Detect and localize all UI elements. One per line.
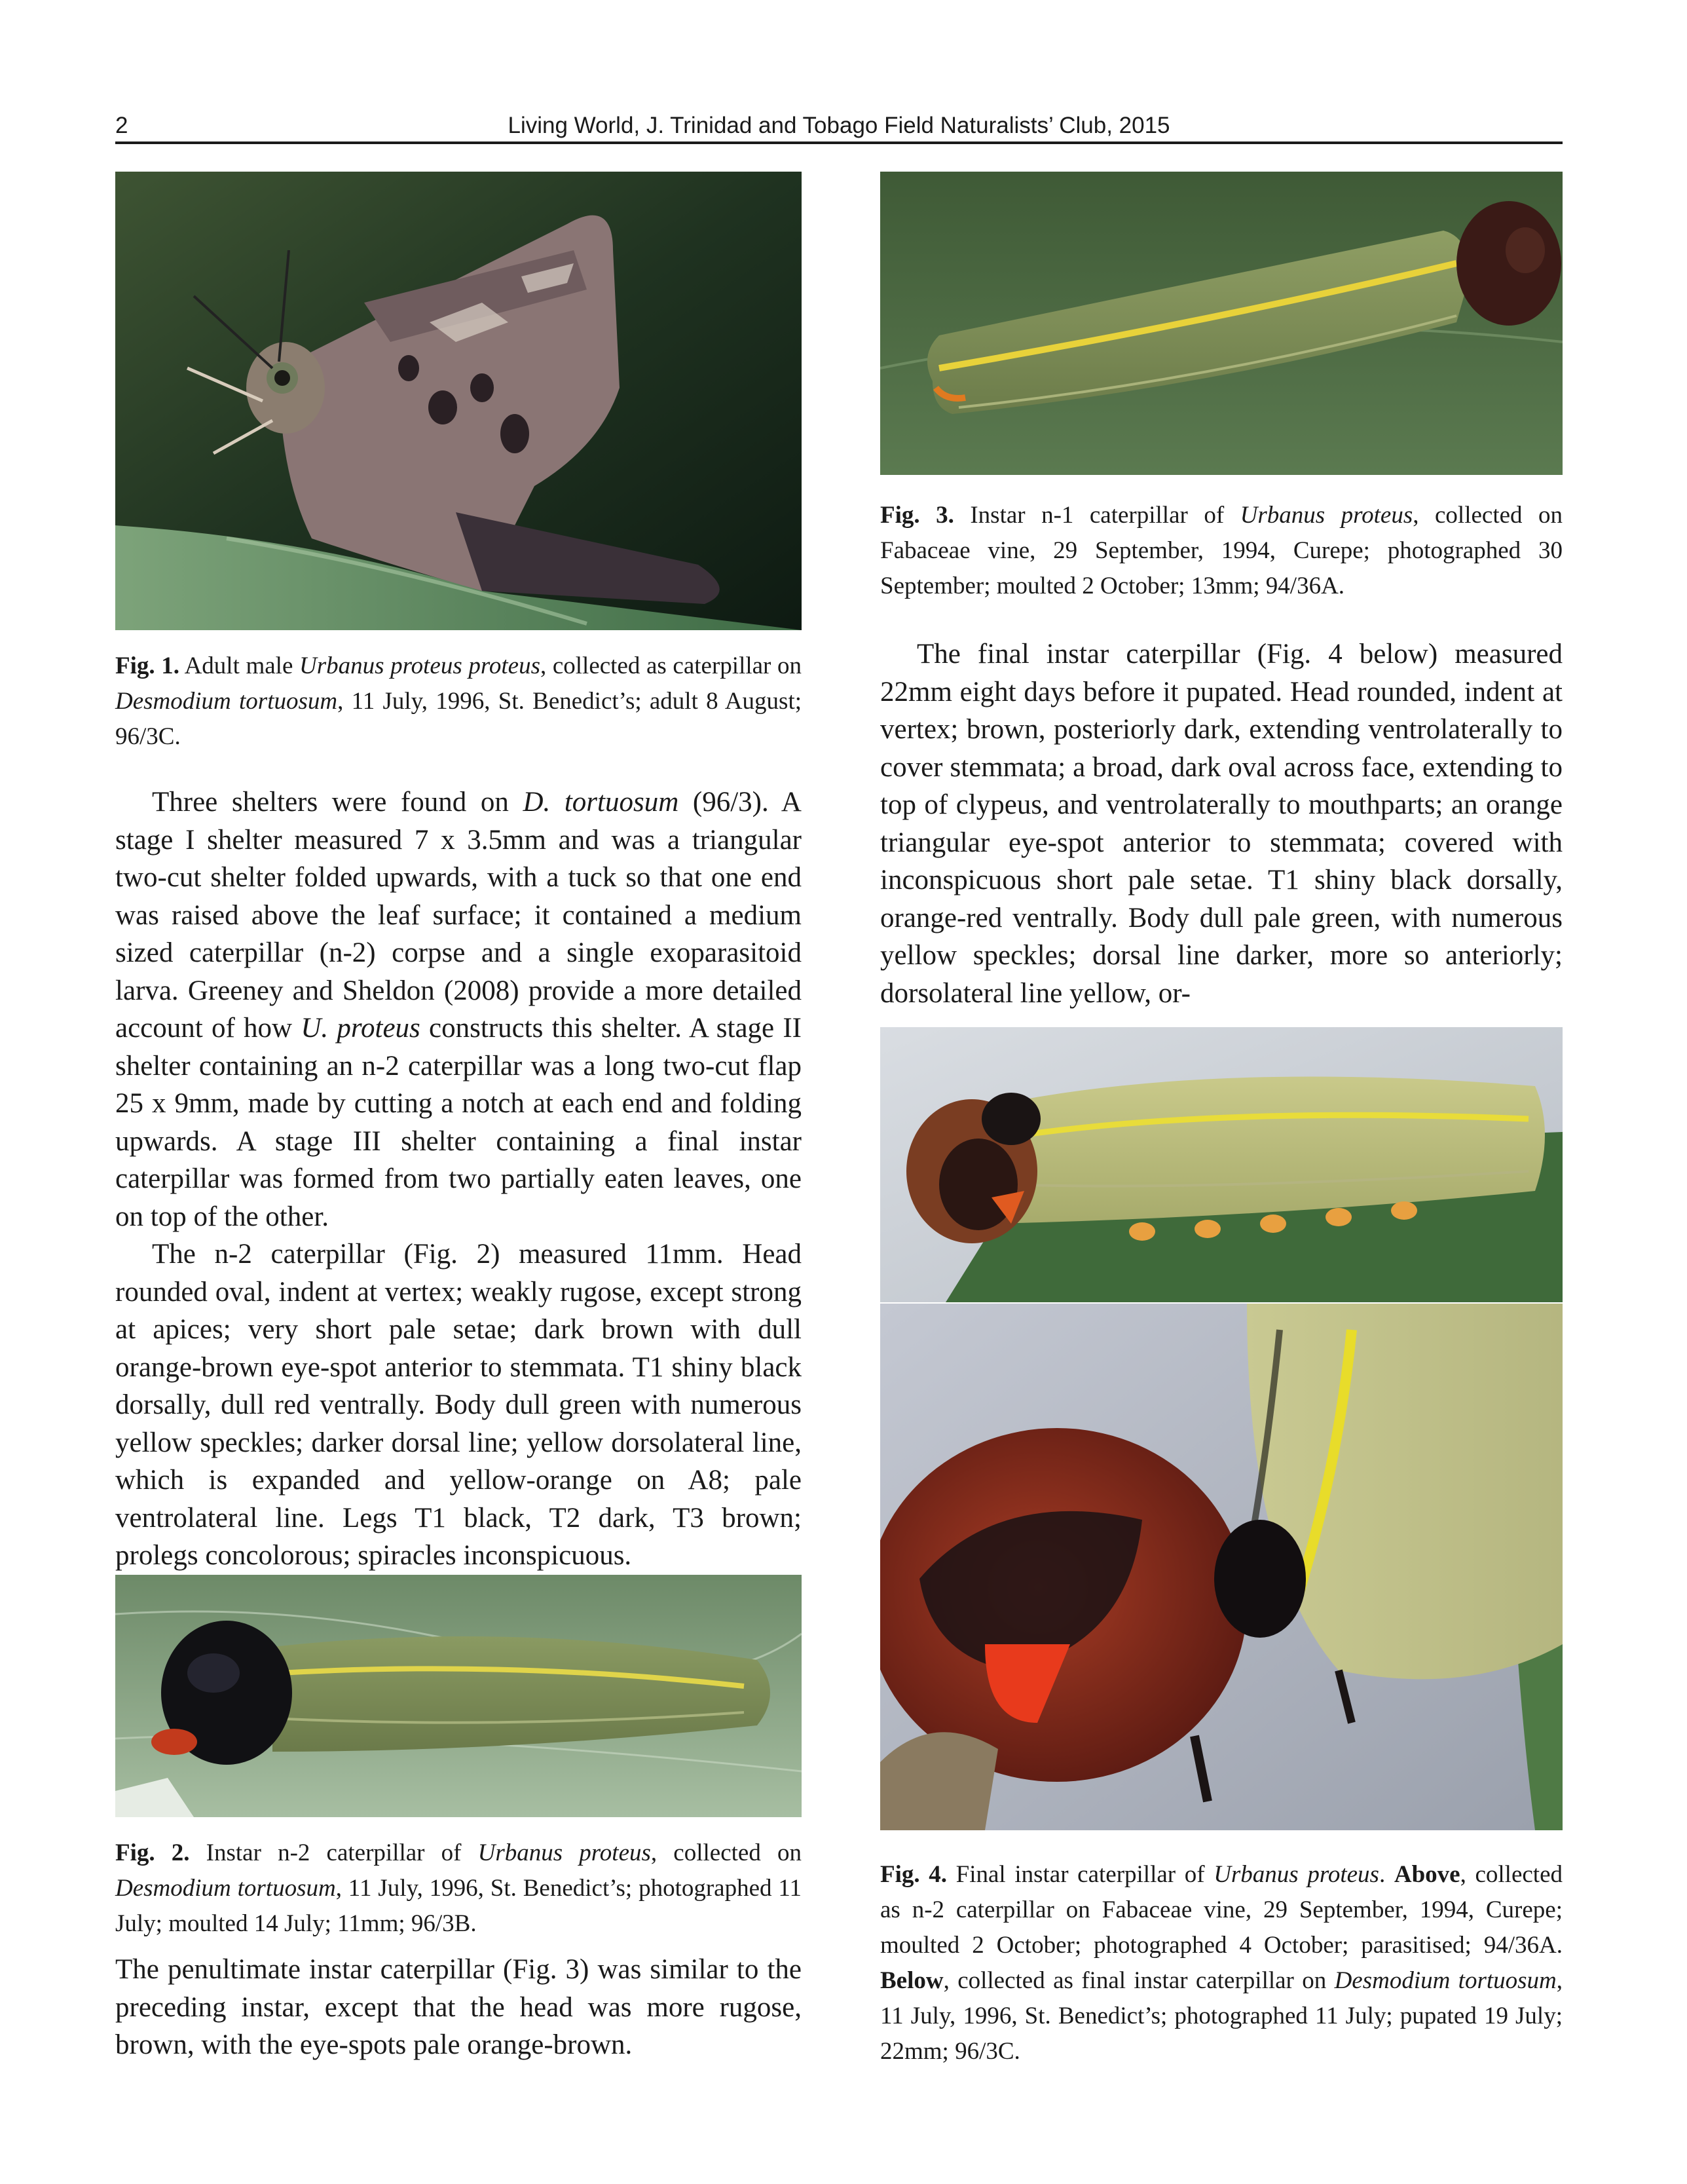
paragraph-penultimate: The penultimate instar caterpillar (Fig. 3) was similar to the preceding instar, except that the head was more rugose, brown, with the eye-spots pale orange-brown. bbox=[115, 1954, 802, 2060]
right-column-text bbox=[880, 635, 1563, 1012]
fig4-caption: Fig. 4. Final instar caterpillar of Urbanus proteus. Above, collected as n-2 caterpillar on Fabaceae vine, 29 September, 1994, Curepe; moulted 2 October; photographed 4 October; parasitised; 94/36A. Below, collected as final instar caterpillar on Desmodium tortuosum, 11 July, 1996, St. Benedict’s; photographed 11 July; pupated 19 July; 22mm; 96/3C. bbox=[880, 1861, 1563, 2065]
running-title: Living World, J. Trinidad and Tobago Field Naturalists’ Club, 2015 bbox=[508, 113, 1170, 138]
fig2-label: Fig. 2. bbox=[115, 1839, 190, 1866]
fig2-photo bbox=[115, 1575, 802, 1817]
left-column-text-end bbox=[115, 1951, 802, 2064]
running-header bbox=[115, 109, 1563, 144]
paragraph-shelters: Three shelters were found on D. tortuosum (96/3). A stage I shelter measured 7 x 3.5mm and was a triangular two-cut shelter folded upwards, with a tuck so that one end was raised above the leaf surface; it contained a medium sized caterpillar (n-2) corpse and a single exoparasitoid larva. Greeney and Sheldon (2008) provide a more detailed account of how U. proteus constructs this shelter. A stage II shelter containing an n-2 caterpillar was a long two-cut flap 25 x 9mm, made by cutting a notch at each end and folding upwards. A stage III shelter containing a final instar caterpillar was formed from two partially eaten leaves, one on top of the other. bbox=[115, 787, 802, 1232]
fig4-label: Fig. 4. bbox=[880, 1861, 948, 1888]
fig1-caption: Fig. 1. Adult male Urbanus proteus proteus, collected as caterpillar on Desmodium tortuosum, 11 July, 1996, St. Benedict’s; adult 8 August; 96/3C. bbox=[115, 652, 802, 750]
fig4-photo-above bbox=[880, 1027, 1563, 1302]
fig2-caption: Fig. 2. Instar n-2 caterpillar of Urbanus proteus, collected on Desmodium tortuosum, 11 July, 1996, St. Benedict’s; photographed 11 July; moulted 14 July; 11mm; 96/3B. bbox=[115, 1839, 802, 1937]
fig4-photo-below bbox=[880, 1304, 1563, 1830]
paragraph-n2-caterpillar: The n-2 caterpillar (Fig. 2) measured 11mm. Head rounded oval, indent at vertex; weakly rugose, except strong at apices; very short pale setae; dark brown with dull orange-brown eye-spot anterior to stemmata. T1 shiny black dorsally, dull red ventrally. Body dull green with numerous yellow speckles; darker dorsal line; yellow dorsolateral line, which is expanded and yellow-orange on A8; pale ventrolateral line. Legs T1 black, T2 dark, T3 brown; prolegs concolorous; spiracles inconspicuous. bbox=[115, 1239, 802, 1571]
left-column-text bbox=[115, 783, 802, 1575]
fig3-photo bbox=[880, 172, 1563, 475]
fig3-caption: Fig. 3. Instar n-1 caterpillar of Urbanus proteus, collected on Fabaceae vine, 29 September, 1994, Curepe; photographed 30 September; moulted 2 October; 13mm; 94/36A. bbox=[880, 502, 1563, 599]
fig3-label: Fig. 3. bbox=[880, 502, 954, 529]
fig1-label: Fig. 1. bbox=[115, 652, 179, 679]
fig1-photo bbox=[115, 172, 802, 630]
paragraph-final-instar: The final instar caterpillar (Fig. 4 below) measured 22mm eight days before it pupated. Head rounded, indent at vertex; brown, posteriorly dark, extending ventrolaterally to cover stemmata; a broad, dark oval across face, extending to top of clypeus, and ventrolaterally to mouthparts; an orange triangular eye-spot anterior to stemmata; covered with inconspicuous short pale setae. T1 shiny black dorsally, orange-red ventrally. Body dull pale green, with numerous yellow speckles; dorsal line darker, more so anteriorly; dorsolateral line yellow, or- bbox=[880, 639, 1563, 1009]
page-number: 2 bbox=[115, 113, 128, 138]
